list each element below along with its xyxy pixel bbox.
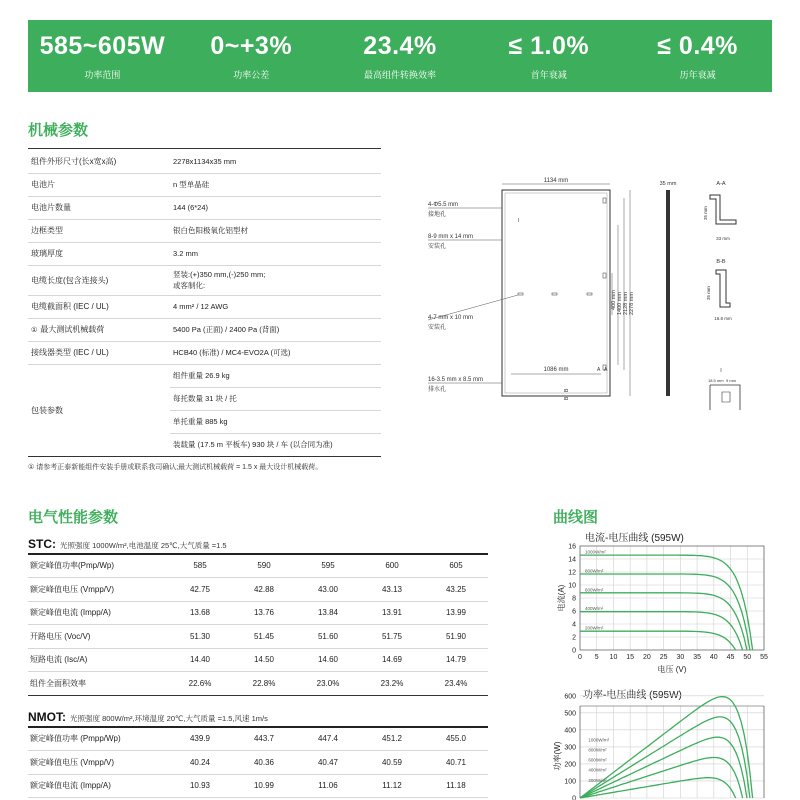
module-drawing (410, 170, 790, 410)
kpi-power-tolerance (177, 20, 326, 92)
bb-width-dim: 16.8 mm (714, 316, 732, 321)
nmot-label: NMOT: (28, 710, 66, 724)
nmot-table (28, 727, 488, 798)
cable-length-line-2: 或客制化: (173, 281, 206, 290)
table-row (28, 554, 488, 578)
y-tick-label: 2 (572, 634, 576, 642)
iv-chart-title: 电流-电压曲线 (595W) (585, 533, 684, 544)
y-tick-label: 12 (568, 569, 576, 577)
row-value: n 型单晶硅 (170, 173, 381, 196)
section-mark-a: A (597, 367, 601, 373)
series-label: 600W/m² (588, 757, 607, 763)
cell: 13.91 (360, 601, 424, 625)
cell: 13.68 (168, 601, 232, 625)
detail-mark: I (518, 218, 520, 224)
cell: 13.99 (424, 601, 488, 625)
mechanical-table (28, 150, 381, 457)
section-mark-b: B (564, 388, 570, 392)
kpi-label: 功率范围 (84, 69, 121, 80)
callout-drain-hole-dim: 16-3.5 mm x 8.5 mm (428, 377, 484, 383)
table-row (28, 196, 381, 219)
kpi-first-year-degradation (474, 20, 623, 92)
y-tick-label: 600 (564, 693, 576, 701)
y-tick-label: 300 (564, 744, 576, 752)
height-dimension-400: 400 mm (611, 290, 617, 310)
cell: 40.59 (360, 751, 424, 775)
row-value: 银白色阳极氧化铝型材 (170, 219, 381, 242)
table-row (28, 219, 381, 242)
table-row (28, 242, 381, 265)
section-aa-profile (710, 195, 736, 224)
row-key: 额定峰值功率 (Pmpp/Wp) (28, 727, 168, 751)
bb-height-dim: 35 mm (706, 286, 711, 300)
stc-conditions (28, 537, 227, 551)
mechanical-section-title: 机械参数 (28, 122, 89, 139)
x-tick-label: 40 (709, 654, 718, 661)
cell: 51.90 (424, 625, 488, 649)
kpi-label: 历年衰减 (679, 69, 716, 80)
row-key: 组件全面积效率 (28, 672, 168, 696)
cell: 590 (232, 554, 296, 578)
row-value: 4 mm² / 12 AWG (170, 295, 381, 318)
row-value: 2278x1134x35 mm (170, 150, 381, 173)
kpi-efficiency (326, 20, 475, 92)
series-label: 600W/m² (585, 587, 604, 593)
mechanical-footnote: ① 请参考正泰新能组件安装手册或联系我司确认;最大测试机械载荷 = 1.5 x 最大设计机械载荷。 (28, 464, 323, 471)
table-row (28, 295, 381, 318)
footnote-marker: ① (31, 327, 38, 334)
nmot-conditions-text: 光照强度 800W/m²,环境温度 20℃,大气质量 =1.5,风速 1m/s (70, 714, 268, 723)
cell: 455.0 (424, 727, 488, 751)
row-key: 额定峰值电压 (Vmpp/V) (28, 751, 168, 775)
cell: 447.4 (296, 727, 360, 751)
table-row (28, 150, 381, 173)
detail-dim-2: 9 mm (726, 378, 736, 383)
cell: 43.25 (424, 578, 488, 602)
detail-profile (710, 385, 740, 410)
cell: 40.47 (296, 751, 360, 775)
cell: 13.84 (296, 601, 360, 625)
y-tick-label: 10 (568, 582, 576, 590)
row-key: 开路电压 (Voc/V) (28, 625, 168, 649)
cell: 10.93 (168, 774, 232, 798)
row-key: 玻璃厚度 (28, 242, 170, 265)
row-key: 电缆长度(包含连接头) (28, 265, 170, 295)
series-label: 200W/m² (588, 777, 607, 783)
x-tick-label: 15 (626, 654, 635, 661)
cable-length-line: 竖装:(+)350 mm,(-)250 mm; (173, 270, 266, 279)
row-key: 电池片 (28, 173, 170, 196)
table-row (28, 318, 381, 341)
row-value: 单托重量 885 kg (170, 410, 381, 433)
callout-mount-hole-2: 安装孔 (428, 325, 447, 331)
nmot-conditions (28, 710, 268, 724)
y-tick-label: 8 (572, 595, 576, 603)
y-tick-label: 4 (572, 621, 576, 629)
cell: 10.99 (232, 774, 296, 798)
kpi-value: 23.4% (363, 31, 437, 60)
bottom-dimension: 1086 mm (543, 367, 569, 373)
row-key: 额定峰值电流 (Impp/A) (28, 774, 168, 798)
cell: 14.69 (360, 648, 424, 672)
x-tick-label: 50 (743, 654, 752, 661)
y-tick-label: 14 (568, 556, 576, 564)
series-label: 400W/m² (588, 767, 607, 773)
table-row (28, 774, 488, 798)
stc-label: STC: (28, 537, 56, 551)
row-key: 边框类型 (28, 219, 170, 242)
callout-mount-hole: 安装孔 (428, 244, 447, 250)
cell: 40.71 (424, 751, 488, 775)
cell: 14.50 (232, 648, 296, 672)
cell: 600 (360, 554, 424, 578)
x-tick-label: 55 (760, 654, 768, 661)
row-key: 电池片数量 (28, 196, 170, 219)
y-tick-label: 400 (564, 727, 576, 735)
cell: 14.79 (424, 648, 488, 672)
cell: 43.00 (296, 578, 360, 602)
kpi-value: ≤ 0.4% (657, 31, 738, 60)
table-row (28, 173, 381, 196)
aa-height-dim: 35 mm (703, 206, 708, 220)
row-key (28, 318, 170, 341)
cell: 51.45 (232, 625, 296, 649)
section-aa-label: A-A (716, 181, 726, 187)
cell: 42.88 (232, 578, 296, 602)
kpi-value: ≤ 1.0% (508, 31, 590, 60)
series-label: 800W/m² (585, 568, 604, 574)
section-mark-b-2: B (564, 396, 570, 400)
kpi-value: 585~605W (39, 31, 166, 60)
callout-drain-hole: 排水孔 (428, 387, 447, 393)
cell: 585 (168, 554, 232, 578)
callout-ground-hole-dim: 4-Φ5.5 mm (428, 202, 459, 208)
row-value (170, 265, 381, 295)
stc-table (28, 554, 488, 696)
table-row (28, 727, 488, 751)
section-bb-profile (716, 270, 730, 307)
callout-ground-hole: 接地孔 (428, 212, 447, 218)
x-tick-label: 0 (578, 654, 582, 661)
y-axis-label: 功率(W) (553, 741, 562, 771)
cell: 13.76 (232, 601, 296, 625)
aa-width-dim: 33 mm (716, 236, 730, 241)
y-tick-label: 6 (572, 608, 576, 616)
table-row (28, 341, 381, 364)
kpi-annual-degradation (623, 20, 772, 92)
cell: 51.75 (360, 625, 424, 649)
cell: 22.6% (168, 672, 232, 696)
x-tick-label: 35 (693, 654, 701, 661)
y-tick-label: 0 (572, 647, 576, 655)
y-tick-label: 16 (568, 543, 576, 551)
row-value: 3.2 mm (170, 242, 381, 265)
series-label: 1000W/m² (588, 737, 610, 743)
row-value: 组件重量 26.9 kg (170, 364, 381, 387)
height-dimension-2128: 2128 mm (623, 292, 629, 315)
cell: 11.12 (360, 774, 424, 798)
x-axis-label: 电压 (V) (657, 665, 687, 674)
divider (28, 148, 381, 149)
cell: 23.0% (296, 672, 360, 696)
table-row (28, 672, 488, 696)
row-key: 短路电流 (Isc/A) (28, 648, 168, 672)
cell: 605 (424, 554, 488, 578)
kpi-label: 首年衰减 (530, 69, 567, 80)
x-tick-label: 20 (643, 654, 651, 661)
row-key: 额定峰值功率(Pmp/Wp) (28, 554, 168, 578)
y-tick-label: 100 (564, 778, 576, 786)
cell: 23.4% (424, 672, 488, 696)
stc-conditions-text: 光照强度 1000W/m²,电池温度 25℃,大气质量 =1.5 (60, 541, 227, 550)
cell: 439.9 (168, 727, 232, 751)
iv-chart (540, 540, 780, 680)
kpi-power-range (28, 20, 177, 92)
cell: 51.60 (296, 625, 360, 649)
table-row (28, 364, 381, 387)
table-row (28, 751, 488, 775)
row-value: HCB40 (标准) / MC4-EVO2A (可选) (170, 341, 381, 364)
y-tick-label: 200 (564, 761, 576, 769)
x-tick-label: 45 (726, 654, 735, 661)
cell: 51.30 (168, 625, 232, 649)
x-tick-label: 5 (594, 654, 599, 661)
height-dimension-1400: 1400 mm (617, 292, 623, 315)
row-key: 额定峰值电压 (Vmpp/V) (28, 578, 168, 602)
callout-mount-hole-dim: 8-9 mm x 14 mm (428, 234, 474, 240)
table-row (28, 625, 488, 649)
cell: 23.2% (360, 672, 424, 696)
pv-chart-title: 功率-电压曲线 (595W) (583, 690, 682, 701)
section-mark-a-2: A (604, 367, 608, 373)
table-row (28, 265, 381, 295)
series-label: 1000W/m² (585, 549, 606, 555)
section-bb-label: B-B (716, 259, 726, 265)
y-axis-label: 电流(A) (557, 584, 566, 612)
y-tick-label: 0 (572, 795, 576, 800)
table-row (28, 648, 488, 672)
kpi-value: 0~+3% (210, 31, 293, 60)
row-value: 144 (6*24) (170, 196, 381, 219)
depth-dimension: 35 mm (659, 181, 677, 187)
series-label: 200W/m² (585, 625, 604, 631)
table-row (28, 578, 488, 602)
key-metrics-banner (28, 20, 772, 92)
kpi-label: 最高组件转换效率 (363, 69, 436, 80)
series-label: 400W/m² (585, 606, 604, 612)
cell: 43.13 (360, 578, 424, 602)
curves-section-title: 曲线图 (553, 509, 599, 526)
width-dimension: 1134 mm (543, 178, 569, 184)
cell: 11.18 (424, 774, 488, 798)
cell: 14.40 (168, 648, 232, 672)
detail-label: I (720, 368, 722, 374)
x-tick-label: 25 (659, 654, 668, 661)
kpi-label: 功率公差 (233, 69, 270, 80)
cell: 40.36 (232, 751, 296, 775)
cell: 451.2 (360, 727, 424, 751)
row-key: 包装参数 (28, 364, 170, 456)
electrical-section-title: 电气性能参数 (28, 509, 119, 526)
cell: 443.7 (232, 727, 296, 751)
callout-mount-hole-2-dim: 4-7 mm x 10 mm (428, 315, 474, 321)
row-value: 5400 Pa (正面) / 2400 Pa (背面) (170, 318, 381, 341)
cell: 22.8% (232, 672, 296, 696)
row-key: 电缆截面积 (IEC / UL) (28, 295, 170, 318)
row-key: 额定峰值电流 (Impp/A) (28, 601, 168, 625)
cell: 42.75 (168, 578, 232, 602)
x-tick-label: 30 (676, 654, 685, 661)
cell: 14.60 (296, 648, 360, 672)
row-key-text: 最大测试机械载荷 (40, 325, 105, 334)
module-side-view (666, 190, 670, 396)
cell: 595 (296, 554, 360, 578)
x-tick-label: 10 (609, 654, 618, 661)
cell: 40.24 (168, 751, 232, 775)
cell: 11.06 (296, 774, 360, 798)
row-value: 每托数量 31 块 / 托 (170, 387, 381, 410)
series-label: 800W/m² (588, 747, 607, 753)
row-value: 装载量 (17.5 m 平板车) 930 块 / 车 (以合同为准) (170, 433, 381, 456)
y-tick-label: 500 (564, 710, 576, 718)
height-dimension-2278: 2278 mm (629, 292, 635, 315)
row-key: 组件外形尺寸(长x宽x高) (28, 150, 170, 173)
series-line (580, 631, 736, 650)
row-key: 接线器类型 (IEC / UL) (28, 341, 170, 364)
table-row (28, 601, 488, 625)
detail-dim-1: 18.5 mm (708, 378, 724, 383)
